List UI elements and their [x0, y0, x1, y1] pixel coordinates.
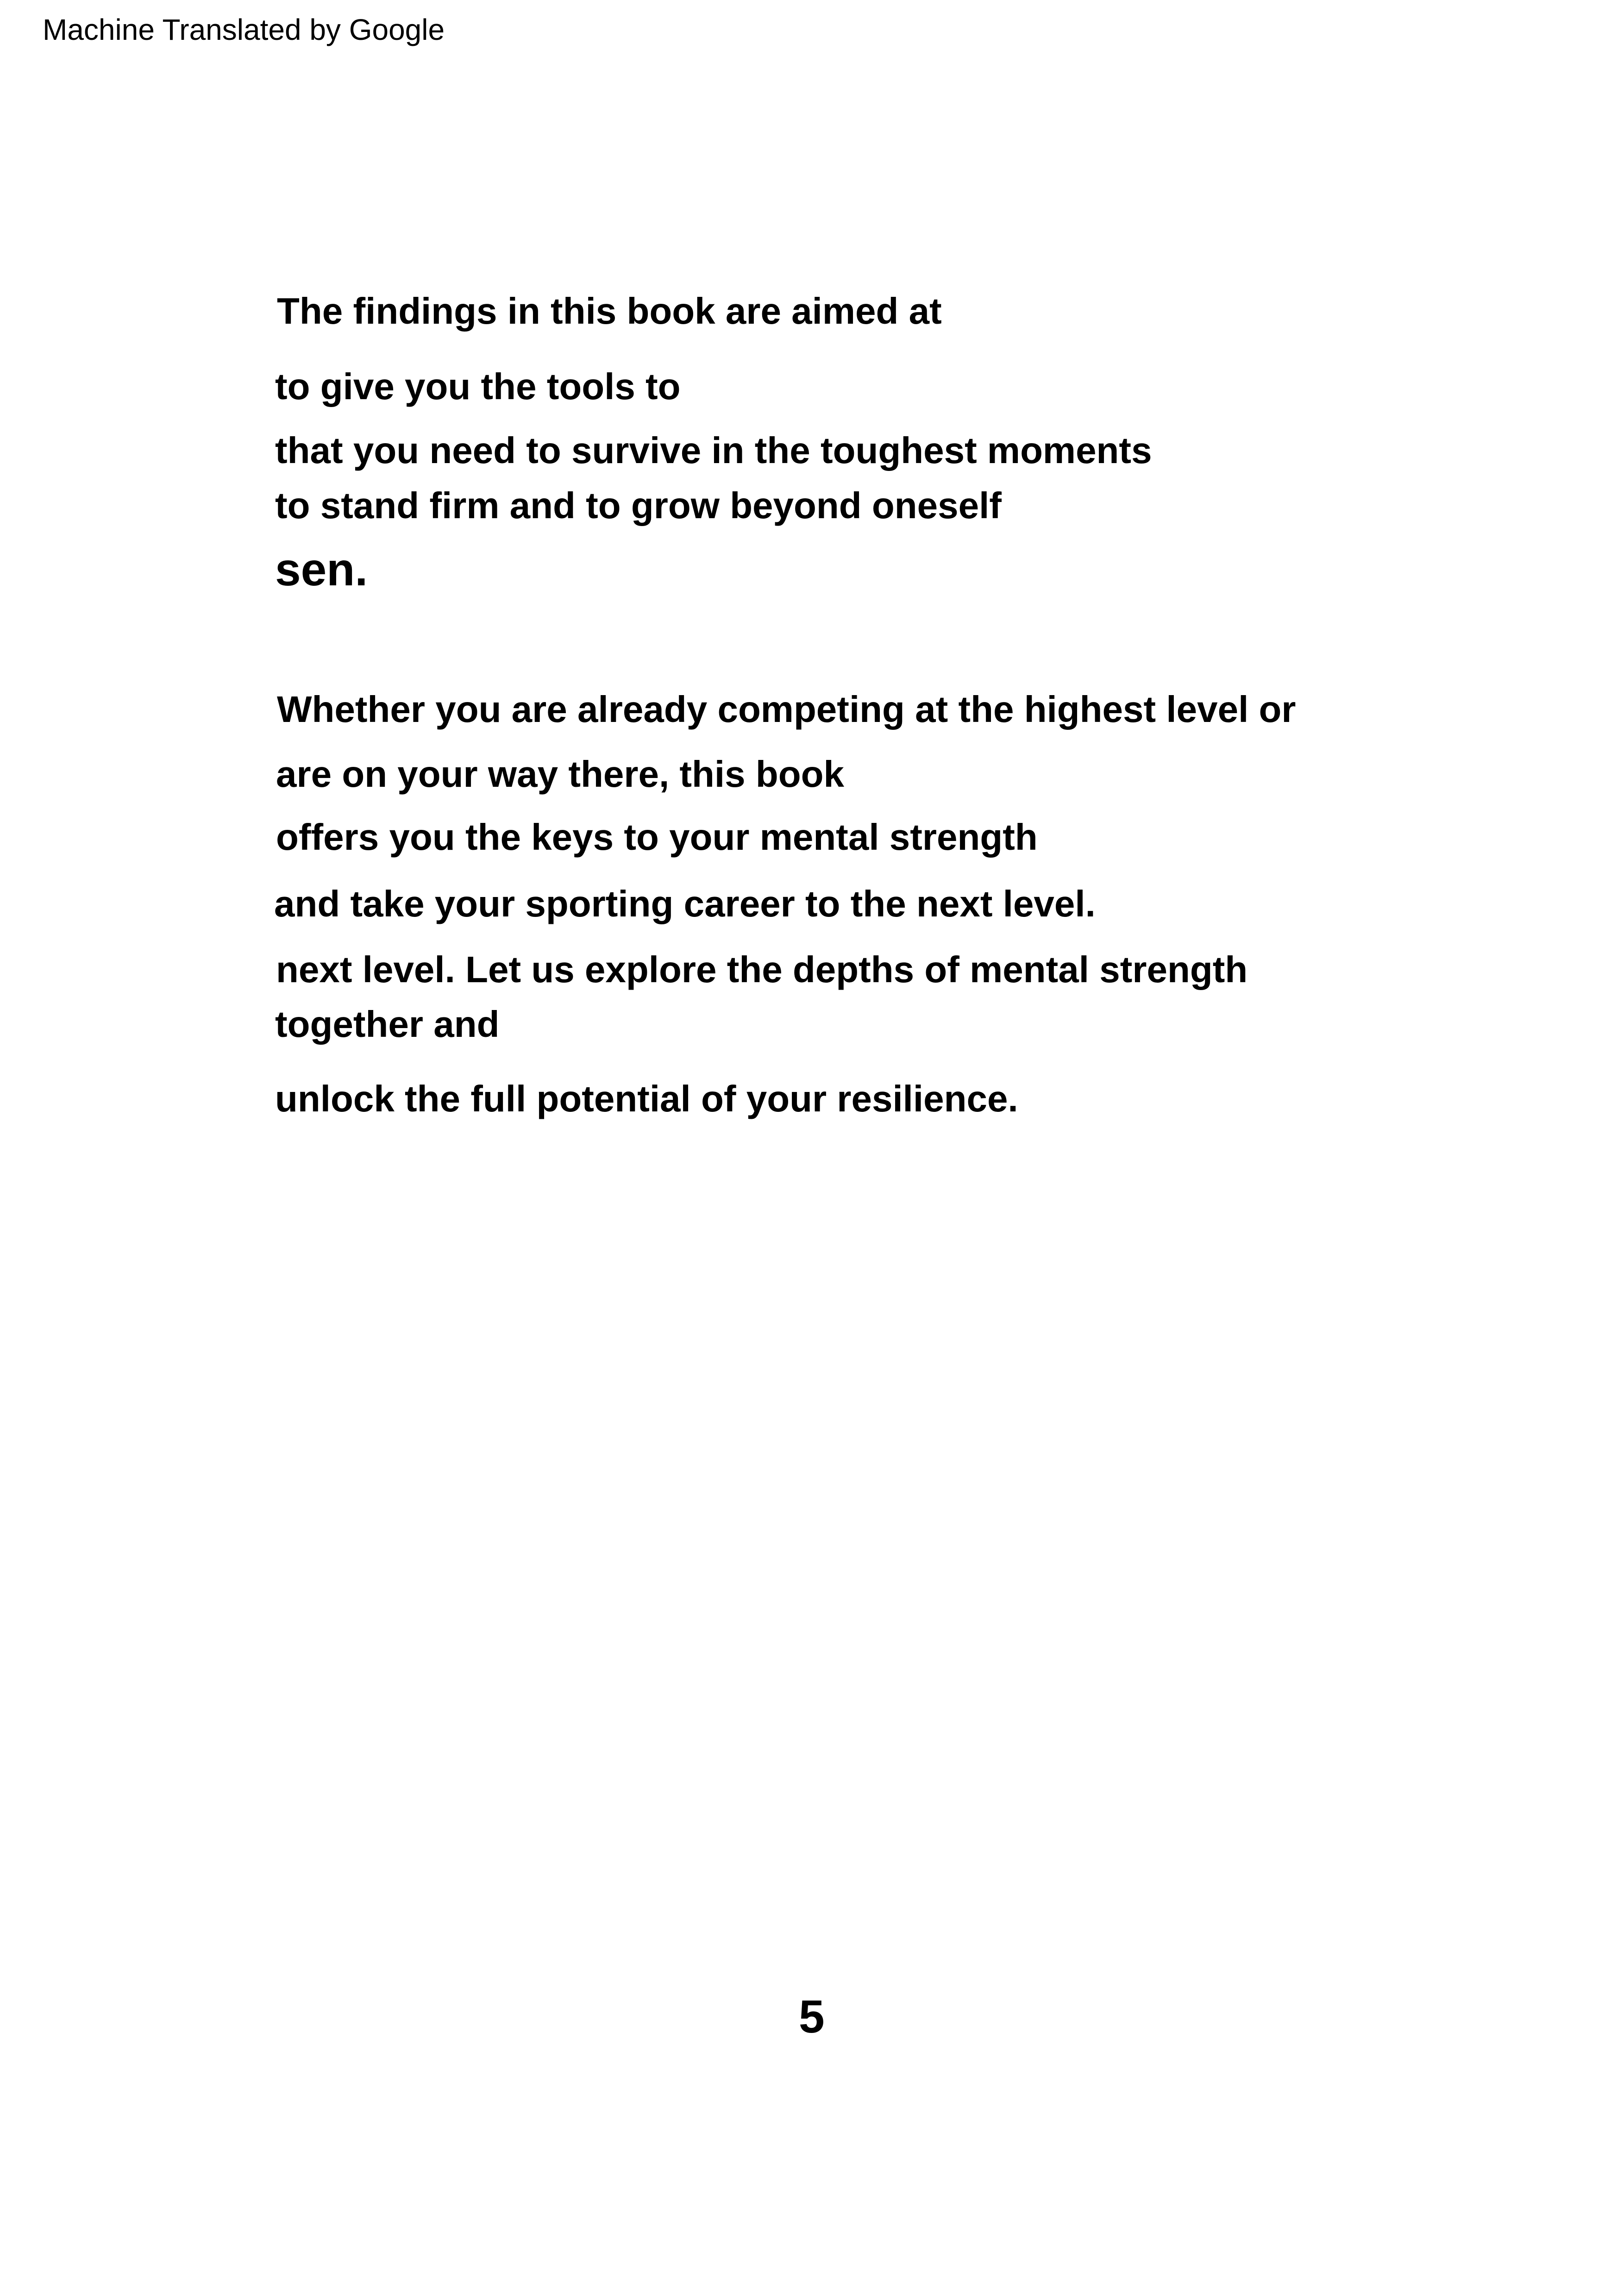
paragraph-1-line-1: The findings in this book are aimed at [277, 290, 942, 332]
paragraph-2-line-1: Whether you are already competing at the highest level or [277, 689, 1296, 730]
translation-note: Machine Translated by Google [43, 13, 445, 46]
paragraph-2-line-6: together and [275, 1004, 500, 1045]
page-number: 5 [799, 1991, 825, 2043]
paragraph-1-line-3: that you need to survive in the toughest moments [275, 430, 1152, 471]
paragraph-2-line-2: are on your way there, this book [276, 753, 844, 795]
paragraph-2-line-4: and take your sporting career to the next level. [274, 883, 1096, 924]
paragraph-2-line-3: offers you the keys to your mental strength [276, 816, 1038, 858]
paragraph-2-line-5: next level. Let us explore the depths of mental strength [276, 949, 1248, 990]
paragraph-1-line-2: to give you the tools to [275, 366, 681, 407]
paragraph-1-line-4: to stand firm and to grow beyond oneself [275, 485, 1002, 526]
paragraph-2-line-7: unlock the full potential of your resilience. [275, 1078, 1018, 1119]
paragraph-1-line-5: sen. [275, 544, 368, 596]
